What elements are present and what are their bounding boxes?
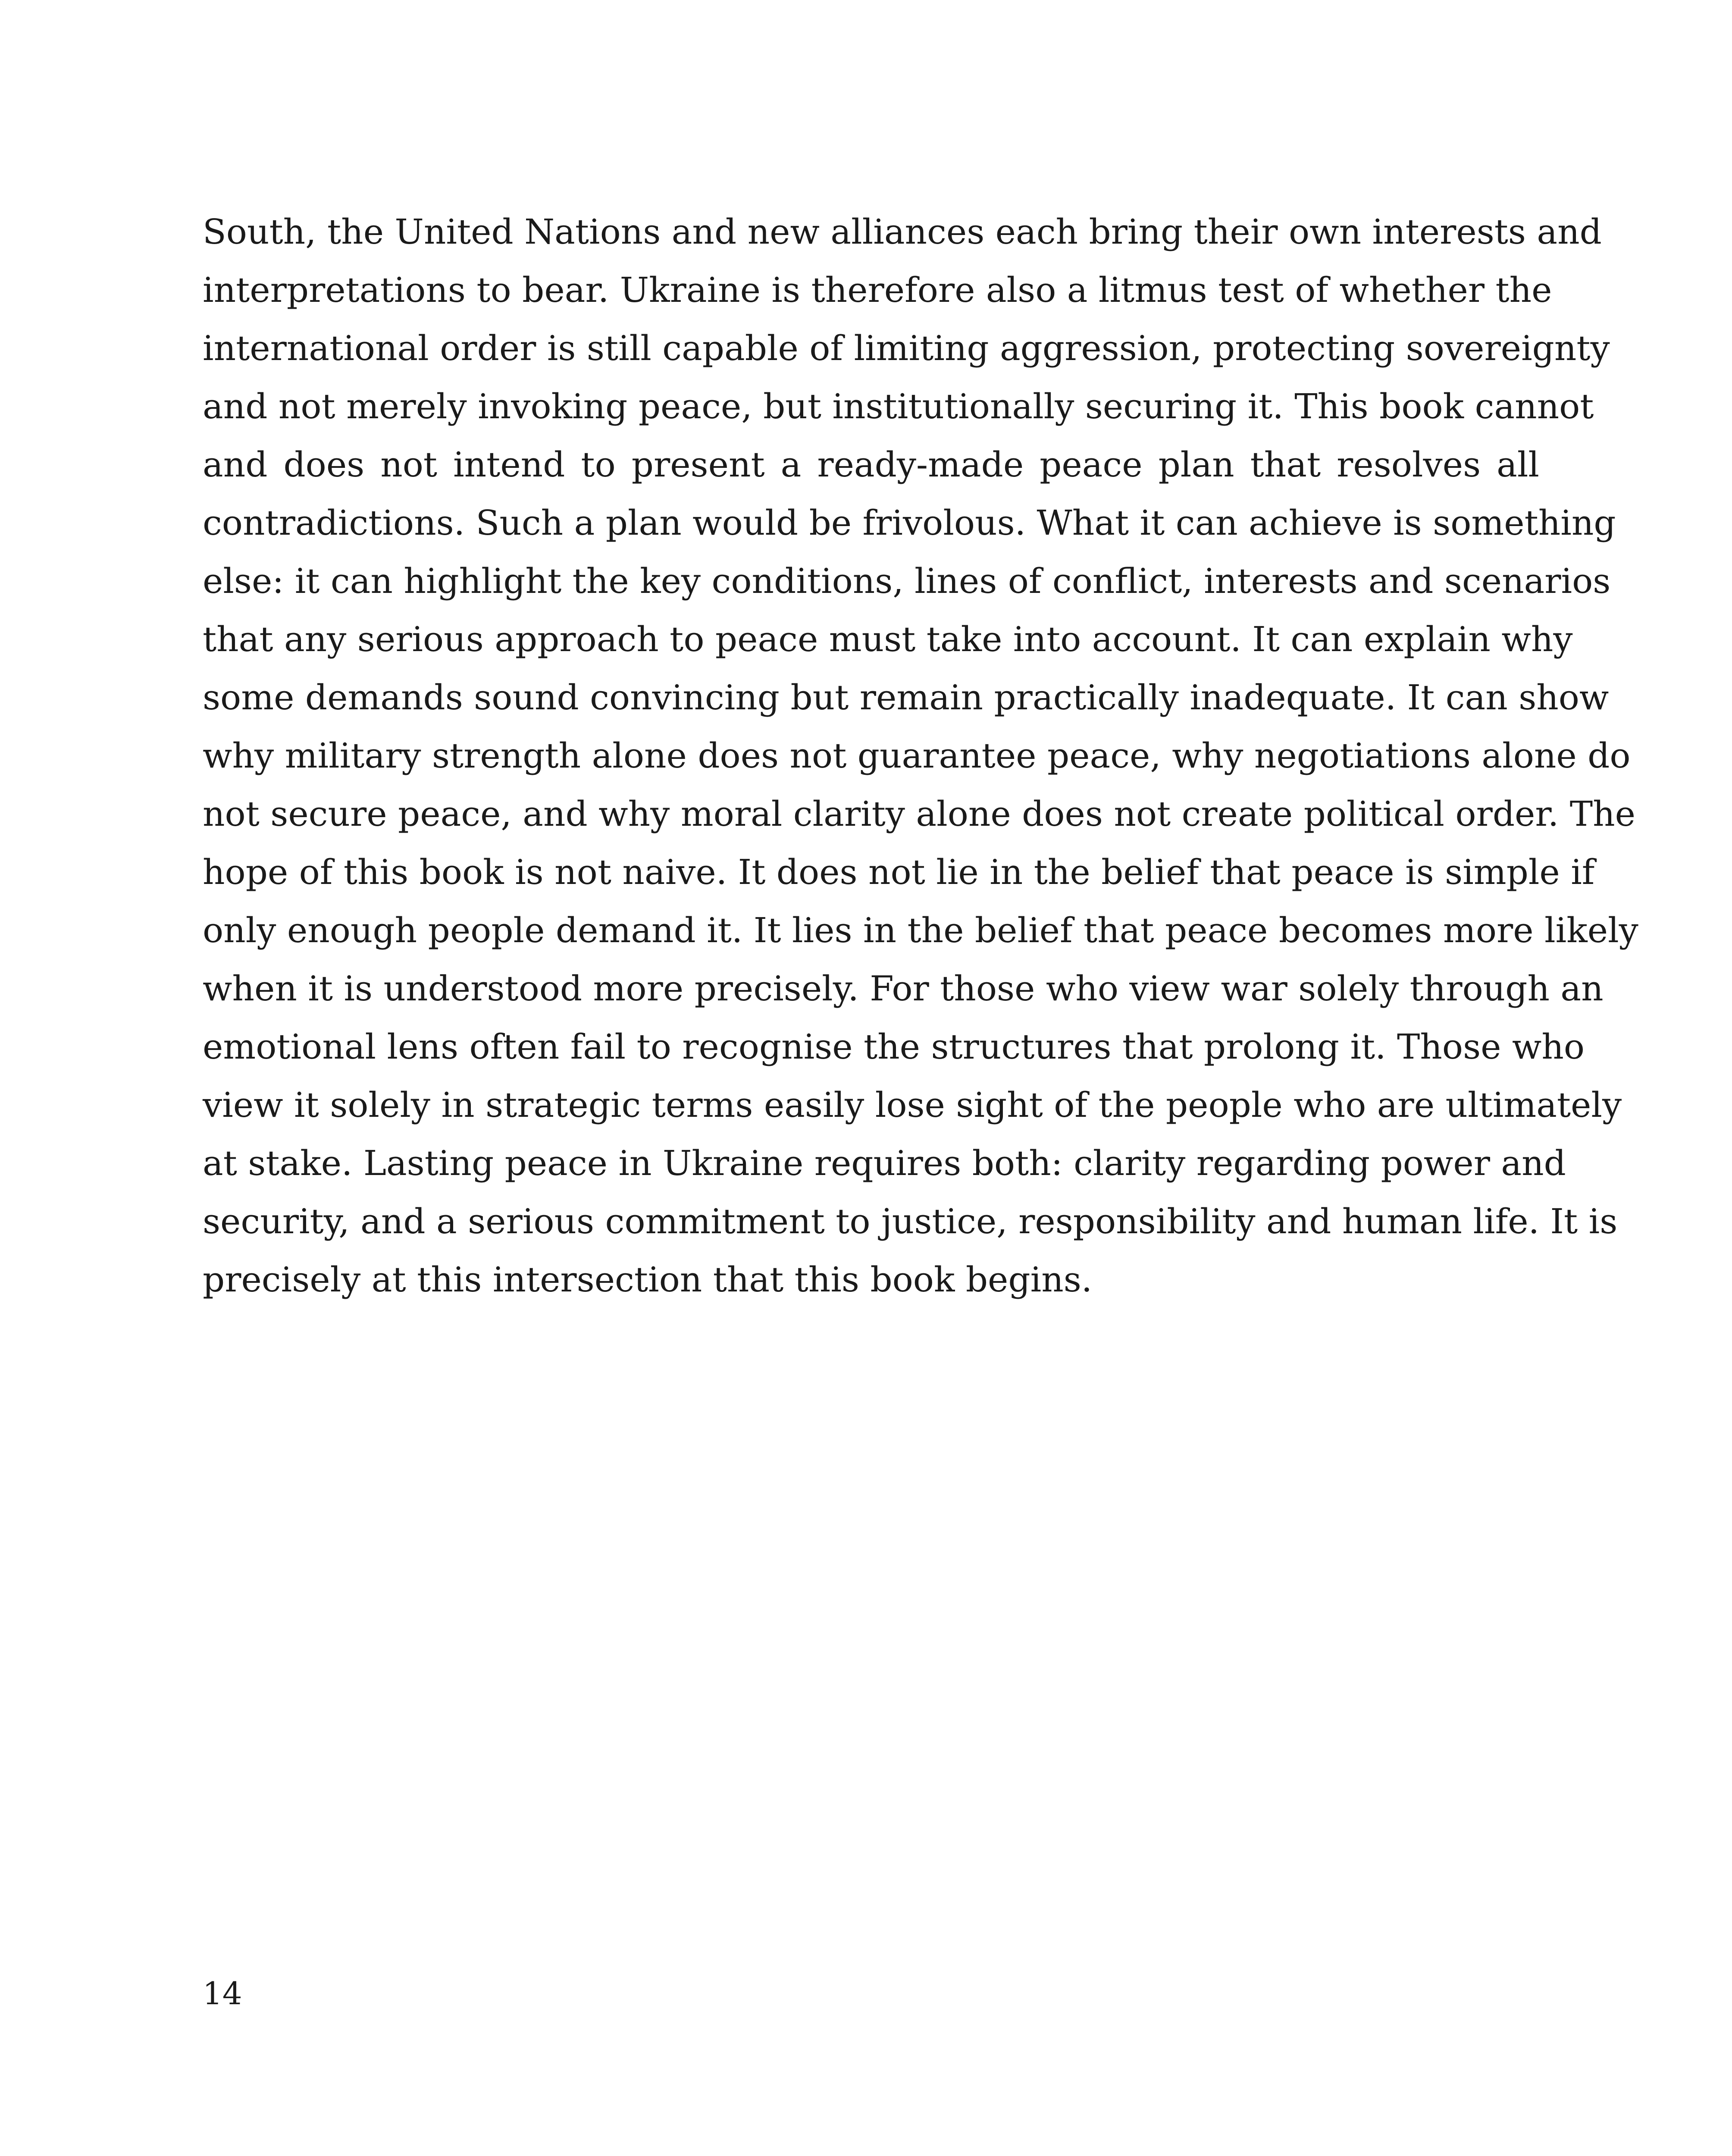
text-line-last: precisely at this intersection that this book begins.: [203, 1260, 1093, 1300]
text-line: not secure peace, and why moral clarity alone does not create political order. The: [203, 794, 1635, 834]
text-line: interpretations to bear. Ukraine is therefore also a litmus test of whether the: [203, 270, 1552, 310]
text-line: some demands sound convincing but remain practically inadequate. It can show: [203, 677, 1609, 718]
text-line: and not merely invoking peace, but institutionally securing it. This book cannot: [203, 386, 1594, 426]
text-line: view it solely in strategic terms easily lose sight of the people who are ultimately: [203, 1085, 1622, 1125]
text-line: else: it can highlight the key conditions, lines of conflict, interests and scenarios: [203, 561, 1611, 601]
text-line: at stake. Lasting peace in Ukraine requires both: clarity regarding power and: [203, 1143, 1566, 1183]
body-paragraph: [203, 203, 1638, 1309]
text-line: that any serious approach to peace must take into account. It can explain why: [203, 619, 1573, 659]
text-line: when it is understood more precisely. For those who view war solely through an: [203, 968, 1604, 1009]
text-line: why military strength alone does not guarantee peace, why negotiations alone do: [203, 736, 1631, 776]
text-line: contradictions. Such a plan would be frivolous. What it can achieve is something: [203, 503, 1616, 543]
text-line: international order is still capable of limiting aggression, protecting sovereignty: [203, 328, 1610, 368]
text-line: only enough people demand it. It lies in the belief that peace becomes more likely: [203, 910, 1638, 950]
text-line: South, the United Nations and new alliances each bring their own interests and: [203, 212, 1602, 252]
text-line: hope of this book is not naive. It does not lie in the belief that peace is simple if: [203, 852, 1595, 892]
text-line: and does not intend to present a ready-made peace plan that resolves all: [203, 445, 1539, 485]
text-line: emotional lens often fail to recognise the structures that prolong it. Those who: [203, 1027, 1585, 1067]
text-line: security, and a serious commitment to justice, responsibility and human life. It is: [203, 1201, 1618, 1241]
page-number: 14: [203, 1975, 242, 2012]
